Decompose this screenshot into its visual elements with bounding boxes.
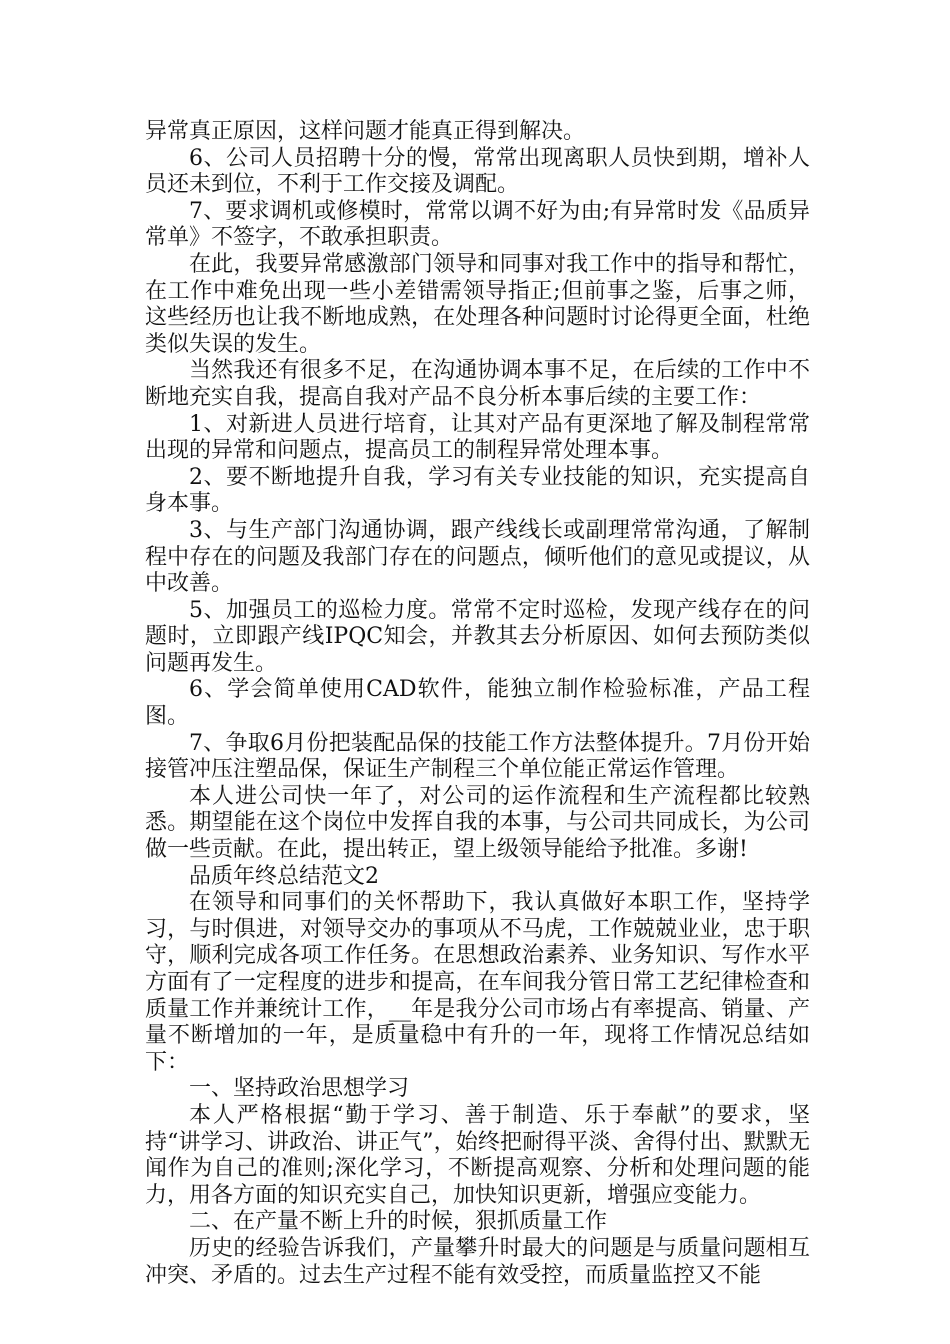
paragraph: 在领导和同事们的关怀帮助下，我认真做好本职工作，坚持学习，与时俱进，对领导交办的事项从不马虎，工作兢兢业业，忠于职守，顺利完成各项工作任务。在思想政治素养、业务知识、写作水平方面有了一定程度的进步和提高，在车间我分管日常工艺纪律检查和质量工作并兼统计工作，__年是我分公司市场占有率提高、销量、产量不断增加的一年，是质量稳中有升的一年，现将工作情况总结如下： xyxy=(145,890,810,1075)
paragraph: 6、学会简单使用CAD软件，能独立制作检验标准，产品工程图。 xyxy=(145,677,810,730)
paragraph: 3、与生产部门沟通协调，跟产线线长或副理常常沟通，了解制程中存在的问题及我部门存在的问题点，倾听他们的意见或提议，从中改善。 xyxy=(145,517,810,597)
paragraph: 异常真正原因，这样问题才能真正得到解决。 xyxy=(145,119,586,144)
paragraph: 5、加强员工的巡检力度。常常不定时巡检，发现产线存在的问题时，立即跟产线IPQC知会，并教其去分析原因、如何去预防类似问题再发生。 xyxy=(145,597,810,676)
paragraph: 2、要不断地提升自我，学习有关专业技能的知识，充实提高自身本事。 xyxy=(145,464,810,517)
document-body xyxy=(145,119,810,1289)
paragraph: 本人严格根据“勤于学习、善于制造、乐于奉献”的要求，坚持“讲学习、讲政治、讲正气”，始终把耐得平淡、舍得付出、默默无闻作为自己的准则;深化学习，不断提高观察、分析和处理问题的能力，用各方面的知识充实自己，加快知识更新，增强应变能力。 xyxy=(145,1102,810,1208)
paragraph: 当然我还有很多不足，在沟通协调本事不足，在后续的工作中不断地充实自我，提高自我对产品不良分析本事后续的主要工作： xyxy=(145,358,810,410)
paragraph: 6、公司人员招聘十分的慢，常常出现离职人员快到期，增补人员还未到位，不利于工作交接及调配。 xyxy=(145,145,810,198)
paragraph: 1、对新进人员进行培育，让其对产品有更深地了解及制程常常出现的异常和问题点，提高员工的制程异常处理本事。 xyxy=(145,411,810,464)
paragraph: 历史的经验告诉我们，产量攀升时最大的问题是与质量问题相互冲突、矛盾的。过去生产过程不能有效受控，而质量监控又不能 xyxy=(145,1235,810,1288)
paragraph: 本人进公司快一年了，对公司的运作流程和生产流程都比较熟悉。期望能在这个岗位中发挥自我的本事，与公司共同成长，为公司做一些贡献。在此，提出转正，望上级领导能给予批准。多谢! xyxy=(145,783,810,863)
paragraph: 7、要求调机或修模时，常常以调不好为由;有异常时发《品质异常单》不签字，不敢承担职责。 xyxy=(145,198,810,251)
paragraph: 在此，我要异常感激部门领导和同事对我工作中的指导和帮忙，在工作中难免出现一些小差错需领导指正;但前事之鉴，后事之师，这些经历也让我不断地成熟，在处理各种问题时讨论得更全面，杜绝类似失误的发生。 xyxy=(145,251,810,357)
paragraph: 7、争取6月份把装配品保的技能工作方法整体提升。7月份开始接管冲压注塑品保，保证生产制程三个单位能正常运作管理。 xyxy=(145,730,810,783)
section-title: 品质年终总结范文2 xyxy=(189,863,379,889)
section-heading: 二、在产量不断上升的时候，狠抓质量工作 xyxy=(189,1209,608,1235)
section-heading: 一、坚持政治思想学习 xyxy=(189,1076,410,1102)
